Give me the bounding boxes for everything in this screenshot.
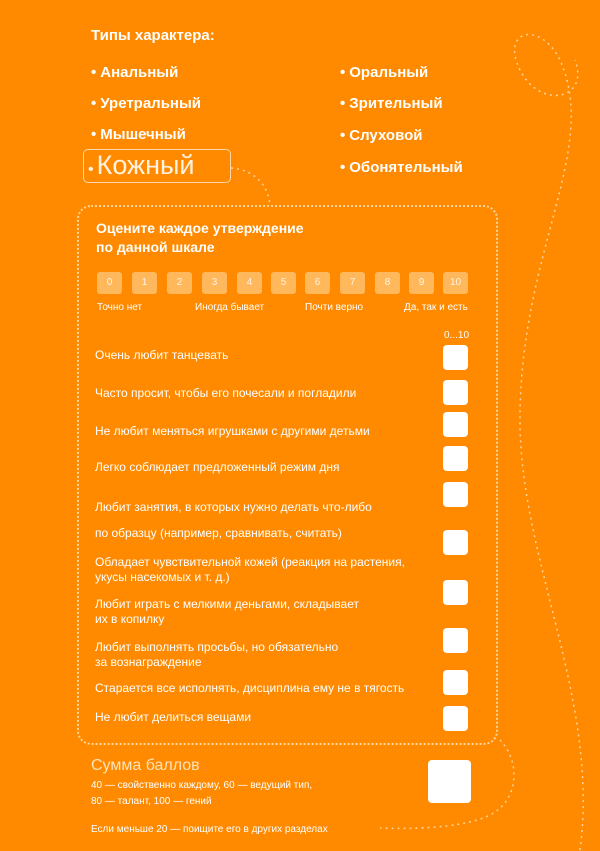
statement-line: их в копилку [95,612,165,626]
statement-8 [95,597,359,627]
scale-value-4: 4 [237,272,262,294]
page-title: Типы характера: [91,27,215,44]
bullet: • [340,159,346,176]
type-label: Зрительный [349,95,443,112]
type-item-oral [340,64,428,81]
highlighted-type [88,150,195,181]
bullet: • [88,161,94,178]
statement-6: по образцу (например, сравнивать, считать) [95,526,342,540]
scale-value-1: 1 [132,272,157,294]
instruction-line: Оцените каждое утверждение [96,220,304,236]
score-input-4[interactable] [443,446,468,471]
scale-value-8: 8 [375,272,400,294]
score-input-2[interactable] [443,380,468,405]
scale-value-2: 2 [167,272,192,294]
sum-description-line: 80 — талант, 100 — гений [91,796,212,807]
bullet: • [340,64,346,81]
statement-3: Не любит меняться игрушками с другими детьми [95,424,370,438]
scale-value-5: 5 [271,272,296,294]
instruction-line: по данной шкале [96,239,215,255]
statement-11: Не любит делиться вещами [95,710,252,724]
score-input-3[interactable] [443,412,468,437]
type-label: Обонятельный [349,159,463,176]
sum-title: Сумма баллов [91,757,200,774]
type-label: Уретральный [100,95,202,112]
type-item-auditory [340,127,423,144]
score-input-7[interactable] [443,580,468,605]
type-label: Оральный [349,64,429,81]
type-item-anal [91,64,178,81]
top-right-swirl [515,35,584,850]
type-item-olfactory [340,159,463,176]
statement-5: Любит занятия, в которых нужно делать что-либо [95,500,372,514]
score-input-5[interactable] [443,482,468,507]
sum-description [91,778,312,810]
footer-note: Если меньше 20 — поищите его в других разделах [91,824,328,835]
statement-2: Часто просит, чтобы его почесали и погладили [95,386,357,400]
scale-value-6: 6 [305,272,330,294]
sum-description-line: 40 — свойственно каждому, 60 — ведущий тип, [91,780,313,791]
connector-line [231,168,270,205]
scale-label-sometimes: Иногда бывает [195,302,265,313]
scale-label-almost: Почти верно [305,302,364,313]
instruction [96,219,304,257]
type-label: Слуховой [349,127,423,144]
scale-value-9: 9 [409,272,434,294]
statement-line: Любит выполнять просьбы, но обязательно [95,640,339,654]
statement-9 [95,640,338,670]
type-label: Мышечный [100,126,186,143]
score-input-10[interactable] [443,706,468,731]
bullet: • [91,64,97,81]
bullet: • [91,95,97,112]
type-label: Анальный [100,64,179,81]
score-input-8[interactable] [443,628,468,653]
scale-value-0: 0 [97,272,122,294]
statement-line: Любит играть с мелкими деньгами, складывает [95,597,359,611]
bullet: • [91,126,97,143]
scale-value-7: 7 [340,272,365,294]
score-column-header: 0...10 [444,330,470,341]
type-item-muscular [91,126,186,143]
statement-line: за вознаграждение [95,655,202,669]
total-score-input[interactable] [428,760,471,803]
score-input-6[interactable] [443,530,468,555]
type-item-urethral [91,95,201,112]
statement-line: Обладает чувствительной кожей (реакция на растения, [95,555,405,569]
scale-value-3: 3 [202,272,227,294]
bullet: • [340,95,346,112]
statement-10: Старается все исполнять, дисциплина ему не в тягость [95,681,405,695]
statement-4: Легко соблюдает предложенный режим дня [95,460,340,474]
bullet: • [340,127,346,144]
highlighted-type-label: Кожный [96,150,195,180]
scale-value-10: 10 [443,272,468,294]
statement-7 [95,555,405,585]
scale-label-no: Точно нет [97,302,143,313]
score-input-1[interactable] [443,345,468,370]
scale-label-yes: Да, так и есть [404,302,468,313]
statement-line: укусы насекомых и т. д.) [95,570,230,584]
score-input-9[interactable] [443,670,468,695]
type-item-visual [340,95,443,112]
statement-1: Очень любит танцевать [95,348,229,362]
